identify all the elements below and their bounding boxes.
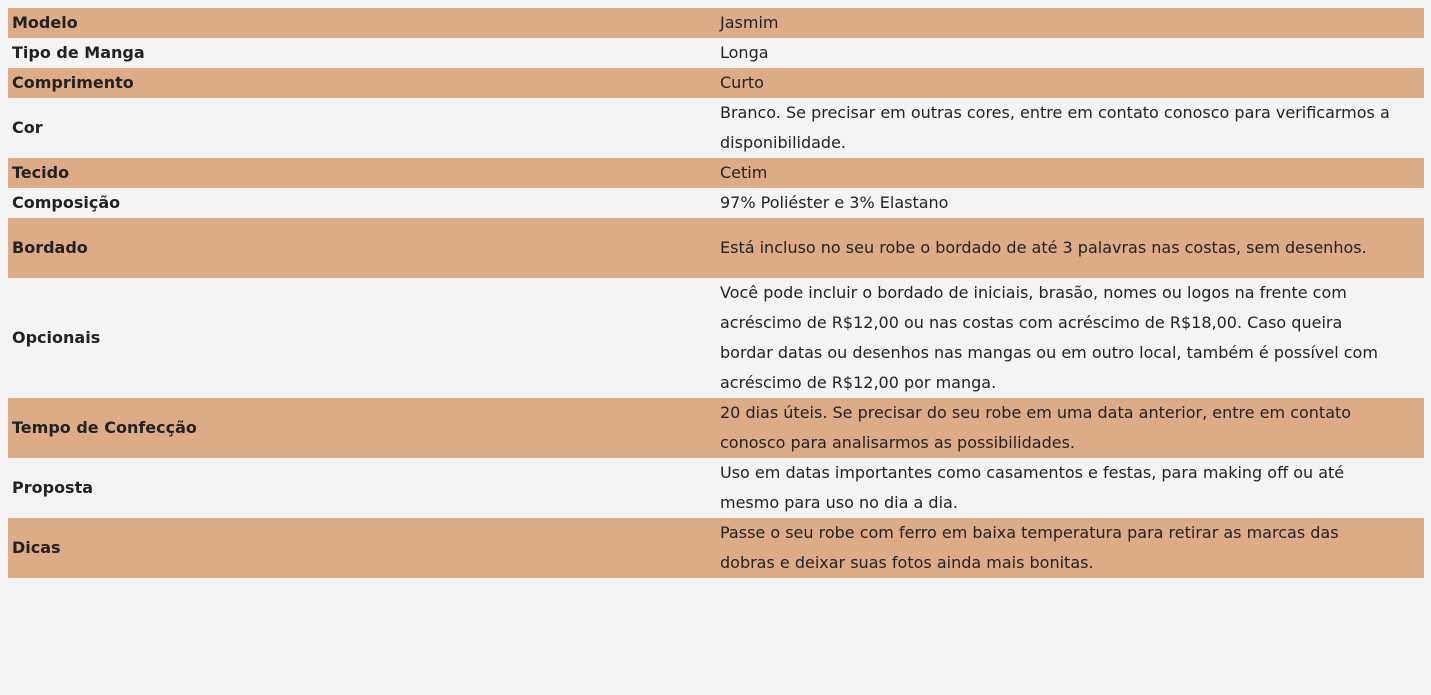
row-value: Longa (716, 38, 1424, 68)
row-value: Você pode incluir o bordado de iniciais, brasão, nomes ou logos na frente com acréscimo de R$12,00 ou nas costas com acréscimo de R$18,00. Caso queira bordar datas ou desenhos nas mangas ou em outro local, também é possível com acréscimo de R$12,00 por manga. (716, 278, 1424, 398)
row-label: Proposta (8, 458, 716, 518)
row-label: Tempo de Confecção (8, 398, 716, 458)
table-row-tipo-de-manga (8, 38, 1424, 68)
table-row-dicas (8, 518, 1424, 578)
row-value: Está incluso no seu robe o bordado de até 3 palavras nas costas, sem desenhos. (716, 218, 1424, 278)
row-value: Passe o seu robe com ferro em baixa temperatura para retirar as marcas das dobras e deixar suas fotos ainda mais bonitas. (716, 518, 1424, 578)
row-value: Cetim (716, 158, 1424, 188)
row-label: Tipo de Manga (8, 38, 716, 68)
row-label: Composição (8, 188, 716, 218)
table-row-cor (8, 98, 1424, 158)
row-label: Modelo (8, 8, 716, 38)
row-value: 20 dias úteis. Se precisar do seu robe em uma data anterior, entre em contato conosco para analisarmos as possibilidades. (716, 398, 1424, 458)
row-label: Cor (8, 98, 716, 158)
row-label: Comprimento (8, 68, 716, 98)
table-row-modelo (8, 8, 1424, 38)
table-row-opcionais (8, 278, 1424, 398)
table-row-tecido (8, 158, 1424, 188)
product-spec-table (8, 8, 1424, 578)
table-row-proposta (8, 458, 1424, 518)
row-value: Uso em datas importantes como casamentos e festas, para making off ou até mesmo para uso no dia a dia. (716, 458, 1424, 518)
table-row-comprimento (8, 68, 1424, 98)
row-label: Dicas (8, 518, 716, 578)
row-value: Branco. Se precisar em outras cores, entre em contato conosco para verificarmos a disponibilidade. (716, 98, 1424, 158)
row-value: Jasmim (716, 8, 1424, 38)
row-label: Bordado (8, 218, 716, 278)
row-label: Opcionais (8, 278, 716, 398)
table-row-tempo-de-confeccao (8, 398, 1424, 458)
row-label: Tecido (8, 158, 716, 188)
row-value: 97% Poliéster e 3% Elastano (716, 188, 1424, 218)
table-row-composicao (8, 188, 1424, 218)
table-row-bordado (8, 218, 1424, 278)
row-value: Curto (716, 68, 1424, 98)
